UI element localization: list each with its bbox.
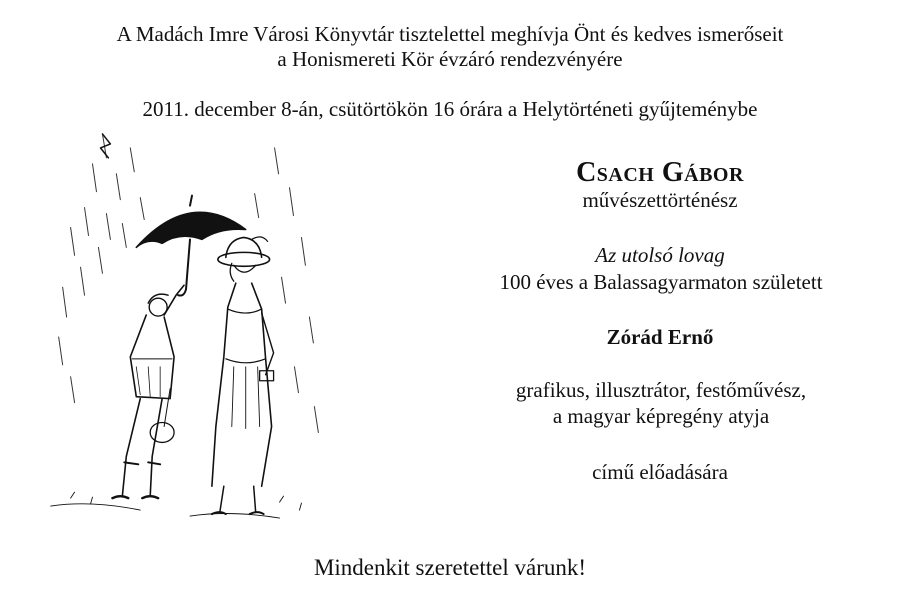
invitation-line-1: A Madách Imre Városi Könyvtár tisztelettel meghívja Önt és kedves ismerőseit: [116, 22, 784, 46]
subject-roles-line-2: a magyar képregény atyja: [552, 404, 770, 428]
lecture-subject: Zórád Ernő: [606, 325, 714, 349]
lecture-subtitle: Az utolsó lovag: [595, 243, 725, 267]
subject-roles-line-1: grafikus, illusztrátor, festőművész,: [515, 378, 807, 402]
event-date: 2011. december 8-án, csütörtökön 16 órára a Helytörténeti gyűjteménybe: [142, 97, 758, 121]
lecture-ending: című előadására: [592, 460, 728, 484]
closing-message: Mindenkit szeretettel várunk!: [313, 555, 587, 580]
speaker-profession: művészettörténész: [582, 188, 738, 212]
lecture-description: 100 éves a Balassagyarmaton született: [499, 270, 823, 294]
invitation-line-2: a Honismereti Kör évzáró rendezvényére: [277, 47, 623, 71]
speaker-name: Csach Gábor: [576, 157, 744, 188]
umbrella-couple-illustration-icon: [40, 128, 340, 526]
